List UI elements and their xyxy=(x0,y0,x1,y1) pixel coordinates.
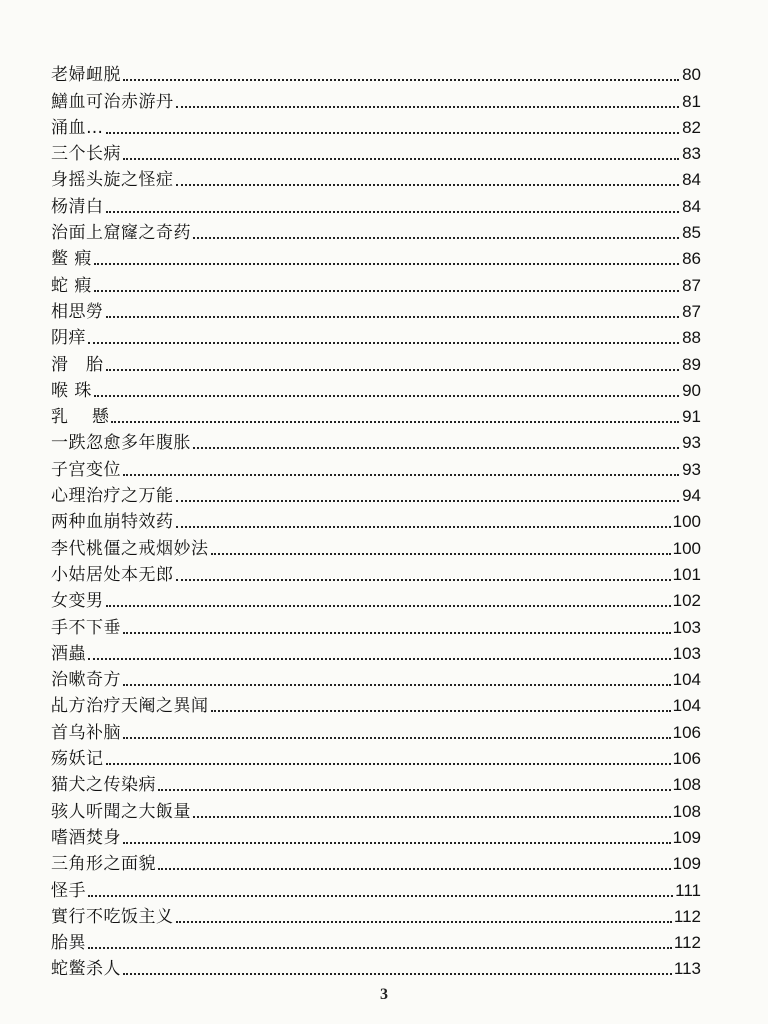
toc-entry-title: 怪手 xyxy=(51,880,86,901)
toc-entry xyxy=(51,88,701,114)
dot-leader xyxy=(106,210,680,213)
toc-entry-title: 相思勞 xyxy=(51,301,104,322)
toc-entry-page: 84 xyxy=(682,170,701,190)
dot-leader xyxy=(88,341,679,344)
toc-entry-title: 老婦衄脱 xyxy=(51,65,121,86)
toc-entry xyxy=(51,141,701,167)
toc-entry-title: 蛇鳖杀人 xyxy=(51,959,121,980)
toc-entry xyxy=(51,693,701,719)
dot-leader xyxy=(176,920,672,923)
toc-entry-page: 84 xyxy=(682,196,701,216)
toc-entry-page: 113 xyxy=(673,959,701,979)
toc-entry xyxy=(51,825,701,851)
toc-entry-title: 鳖 瘕 xyxy=(51,249,92,270)
toc-entry-page: 88 xyxy=(682,328,701,348)
toc-entry xyxy=(51,456,701,482)
toc-entry-title: 骇人听聞之大飯量 xyxy=(51,801,191,822)
toc-entry-title: 一跌忽愈多年腹胀 xyxy=(51,433,191,454)
toc-entry xyxy=(51,614,701,640)
toc-entry-title: 鱔血可治赤游丹 xyxy=(51,91,174,112)
toc-entry-page: 106 xyxy=(672,722,701,742)
toc-entry-page: 93 xyxy=(682,433,701,453)
toc-entry xyxy=(51,851,701,877)
toc-entry xyxy=(51,562,701,588)
toc-entry-page: 94 xyxy=(682,486,701,506)
toc-entry xyxy=(51,535,701,561)
toc-entry-page: 109 xyxy=(672,827,701,847)
toc-entry-page: 108 xyxy=(672,801,701,821)
dot-leader xyxy=(158,788,671,791)
dot-leader xyxy=(123,631,671,634)
dot-leader xyxy=(123,473,679,476)
toc-entry-title: 酒蟲 xyxy=(51,643,86,664)
toc-entry xyxy=(51,509,701,535)
toc-entry-title: 身摇头旋之怪症 xyxy=(51,170,174,191)
dot-leader xyxy=(94,394,679,397)
toc-entry-title: 手不下垂 xyxy=(51,617,121,638)
dot-leader xyxy=(123,736,671,739)
dot-leader xyxy=(158,867,671,870)
toc-entry xyxy=(51,167,701,193)
toc-entry-page: 85 xyxy=(682,223,701,243)
toc-entry-page: 111 xyxy=(675,880,701,900)
toc-entry-title: 滑 胎 xyxy=(51,354,104,375)
page-number: 3 xyxy=(380,986,388,1003)
dot-leader xyxy=(94,289,679,292)
toc-entry-page: 91 xyxy=(682,407,701,427)
toc-entry-title: 蛇 瘕 xyxy=(51,275,92,296)
dot-leader xyxy=(123,157,679,160)
toc-entry-page: 109 xyxy=(672,854,701,874)
toc-entry xyxy=(51,246,701,272)
toc-entry-page: 101 xyxy=(672,564,701,584)
toc-entry-title: 李代桃僵之戒烟妙法 xyxy=(51,538,209,559)
dot-leader xyxy=(123,841,671,844)
dot-leader xyxy=(88,946,672,949)
dot-leader xyxy=(123,972,672,975)
toc-entry-title: 阴痒 xyxy=(51,328,86,349)
toc-entry-page: 104 xyxy=(672,670,701,690)
toc-entry xyxy=(51,404,701,430)
toc-entry xyxy=(51,588,701,614)
toc-entry xyxy=(51,904,701,930)
toc-entry-page: 90 xyxy=(682,380,701,400)
toc-entry-title: 猫犬之传染病 xyxy=(51,775,156,796)
toc-entry-title: 實行不吃饭主义 xyxy=(51,906,174,927)
toc-entry-title: 乩方治疗天阉之異闻 xyxy=(51,696,209,717)
toc-entry-page: 100 xyxy=(672,538,701,558)
toc-entry xyxy=(51,798,701,824)
dot-leader xyxy=(88,657,671,660)
toc-entry xyxy=(51,220,701,246)
toc-entry xyxy=(51,746,701,772)
toc-entry-title: 女变男 xyxy=(51,591,104,612)
toc-entry-page: 80 xyxy=(682,65,701,85)
toc-entry-title: 首乌补脑 xyxy=(51,722,121,743)
toc-entry xyxy=(51,325,701,351)
dot-leader xyxy=(211,709,671,712)
dot-leader xyxy=(111,420,679,423)
toc-entry xyxy=(51,930,701,956)
dot-leader xyxy=(94,262,679,265)
toc-entry-page: 89 xyxy=(682,354,701,374)
toc-entry-title: 嗜酒焚身 xyxy=(51,827,121,848)
toc-entry xyxy=(51,483,701,509)
dot-leader xyxy=(193,815,671,818)
toc-entry xyxy=(51,667,701,693)
table-of-contents xyxy=(51,62,701,982)
toc-entry xyxy=(51,378,701,404)
toc-entry-page: 112 xyxy=(673,933,701,953)
dot-leader xyxy=(106,315,680,318)
toc-entry-title: 三个长病 xyxy=(51,144,121,165)
toc-entry xyxy=(51,115,701,141)
toc-entry-title: 治嗽奇方 xyxy=(51,670,121,691)
dot-leader xyxy=(123,683,671,686)
toc-entry-page: 87 xyxy=(682,301,701,321)
dot-leader xyxy=(176,183,680,186)
toc-entry-page: 93 xyxy=(682,459,701,479)
toc-entry-page: 100 xyxy=(672,512,701,532)
toc-entry-title: 三角形之面貌 xyxy=(51,854,156,875)
toc-entry xyxy=(51,272,701,298)
toc-entry-page: 106 xyxy=(672,749,701,769)
dot-leader xyxy=(193,446,679,449)
toc-entry-page: 82 xyxy=(682,117,701,137)
dot-leader xyxy=(176,578,671,581)
toc-entry xyxy=(51,772,701,798)
toc-entry-page: 103 xyxy=(672,617,701,637)
dot-leader xyxy=(193,236,679,239)
toc-entry-title: 胎異 xyxy=(51,933,86,954)
toc-entry xyxy=(51,430,701,456)
toc-entry-page: 81 xyxy=(682,91,701,111)
dot-leader xyxy=(176,525,671,528)
toc-entry-title: 小姑居处本无郎 xyxy=(51,564,174,585)
toc-entry xyxy=(51,956,701,982)
toc-entry-page: 102 xyxy=(672,591,701,611)
toc-entry-title: 心理治疗之万能 xyxy=(51,486,174,507)
toc-entry-title: 两种血崩特效药 xyxy=(51,512,174,533)
dot-leader xyxy=(106,131,680,134)
toc-entry-page: 104 xyxy=(672,696,701,716)
toc-entry xyxy=(51,719,701,745)
toc-entry-page: 87 xyxy=(682,275,701,295)
toc-entry-title: 涌血… xyxy=(51,117,104,138)
toc-entry-page: 108 xyxy=(672,775,701,795)
dot-leader xyxy=(123,78,679,81)
dot-leader xyxy=(106,762,671,765)
toc-entry xyxy=(51,877,701,903)
toc-entry xyxy=(51,351,701,377)
dot-leader xyxy=(176,105,680,108)
dot-leader xyxy=(106,368,680,371)
toc-entry-title: 治面上窟窿之奇药 xyxy=(51,223,191,244)
toc-entry xyxy=(51,641,701,667)
toc-entry-title: 乳 懸 xyxy=(51,407,110,428)
toc-entry-page: 112 xyxy=(673,906,701,926)
toc-entry xyxy=(51,193,701,219)
toc-entry-page: 86 xyxy=(682,249,701,269)
toc-entry-title: 子宫变位 xyxy=(51,459,121,480)
dot-leader xyxy=(88,894,673,897)
toc-entry-title: 杨清白 xyxy=(51,196,104,217)
toc-entry xyxy=(51,62,701,88)
toc-entry xyxy=(51,299,701,325)
dot-leader xyxy=(106,604,671,607)
toc-entry-title: 喉 珠 xyxy=(51,380,92,401)
toc-entry-title: 殇妖记 xyxy=(51,749,104,770)
dot-leader xyxy=(211,552,671,555)
toc-entry-page: 83 xyxy=(682,144,701,164)
dot-leader xyxy=(176,499,680,502)
toc-entry-page: 103 xyxy=(672,643,701,663)
